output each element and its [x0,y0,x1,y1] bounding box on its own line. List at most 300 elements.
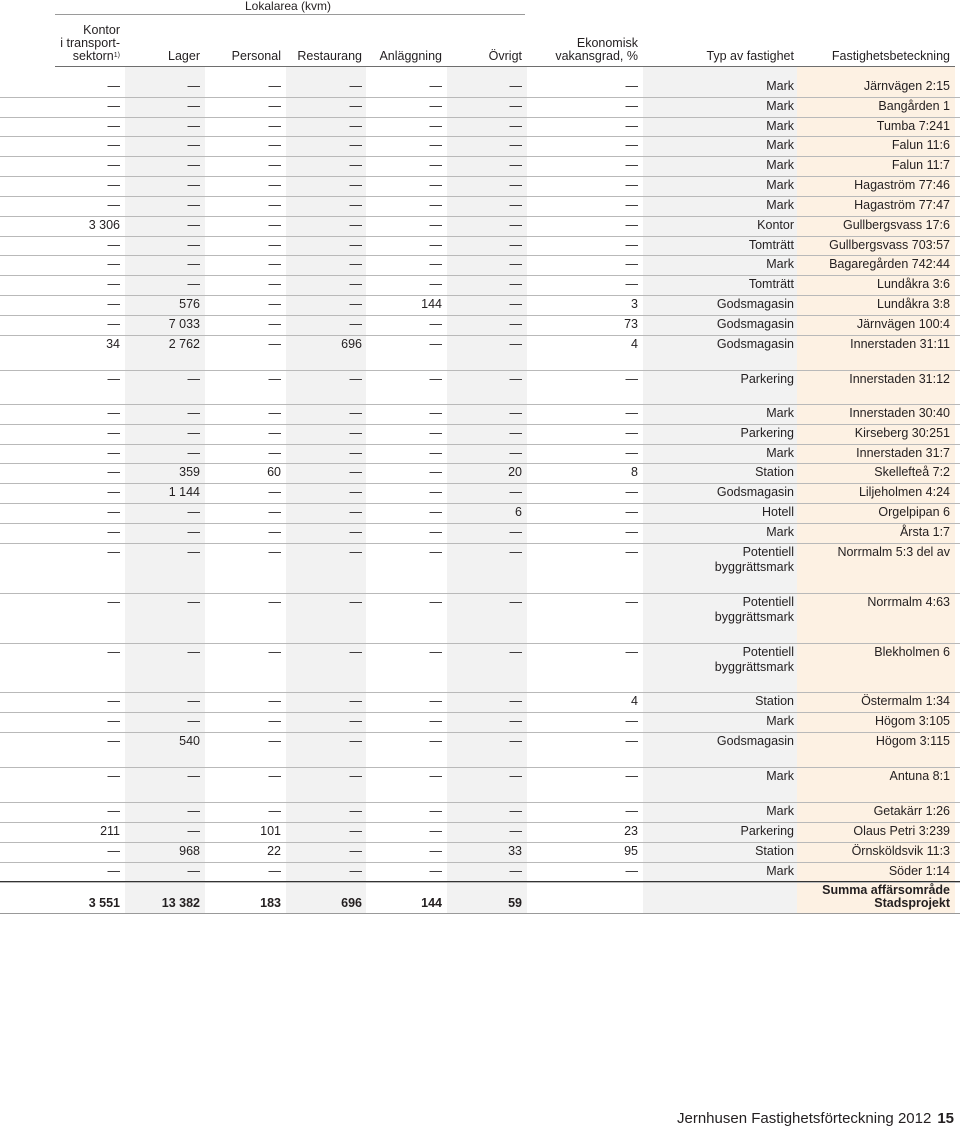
table-cell: — [187,694,200,708]
table-cell: — [187,446,200,460]
table-cell: — [268,485,281,499]
table-cell: — [625,525,638,539]
table-cell: — [429,178,442,192]
property-type: Hotell [762,505,794,519]
table-cell: — [107,317,120,331]
table-cell: — [429,119,442,133]
table-cell: — [509,277,522,291]
table-cell: — [187,545,200,559]
table-row [0,97,960,118]
table-cell: — [625,372,638,386]
table-cell: — [509,804,522,818]
table-cell: — [429,257,442,271]
property-type: Mark [766,406,794,420]
table-cell: — [349,138,362,152]
table-cell: — [107,238,120,252]
table-cell: — [429,734,442,748]
table-cell: 4 [631,694,638,708]
table-cell: — [268,277,281,291]
property-type: Station [755,465,794,479]
table-cell: — [187,595,200,609]
table-row [0,196,960,217]
table-row [0,543,960,594]
property-type: Potentiell byggrättsmark [714,545,794,574]
footnote-marker: 1) [113,52,120,59]
table-cell: — [107,595,120,609]
table-cell: — [625,257,638,271]
table-cell: — [429,79,442,93]
table-cell: — [268,317,281,331]
table-cell: — [625,178,638,192]
table-cell: — [349,864,362,878]
table-cell: — [107,79,120,93]
table-row [0,444,960,464]
table-cell: — [509,257,522,271]
table-cell: — [429,317,442,331]
table-cell: — [349,485,362,499]
table-cell: — [429,595,442,609]
table-row [0,176,960,197]
table-row [0,767,960,803]
table-cell: — [349,645,362,659]
table-cell: — [509,238,522,252]
property-type: Mark [766,79,794,93]
table-cell: — [625,406,638,420]
property-designation: Olaus Petri 3:239 [853,824,950,838]
table-cell: — [509,824,522,838]
table-cell: — [268,714,281,728]
table-cell: — [268,804,281,818]
table-cell: 540 [179,734,200,748]
table-cell: 20 [508,465,522,479]
table-cell: — [187,804,200,818]
table-cell: — [107,844,120,858]
total-cell: 13 382 [161,896,200,910]
table-row [0,463,960,484]
table-cell: — [349,446,362,460]
table-cell: — [429,864,442,878]
property-type: Mark [766,446,794,460]
property-type: Mark [766,257,794,271]
table-cell: — [429,138,442,152]
table-cell: 1 144 [168,485,200,499]
table-cell: — [429,545,442,559]
table-cell: — [187,277,200,291]
property-designation: Årsta 1:7 [899,525,950,539]
table-cell: 2 762 [168,337,200,351]
property-type: Mark [766,769,794,783]
group-divider [55,14,525,15]
table-cell: — [268,178,281,192]
table-cell: — [625,485,638,499]
table-cell: — [268,257,281,271]
table-row [0,643,960,693]
header-ovrigt: Övrigt [488,49,522,63]
table-cell: — [429,769,442,783]
table-cell: — [429,824,442,838]
table-row [0,862,960,883]
table-cell: — [509,595,522,609]
property-designation: Söder 1:14 [888,864,950,878]
property-designation: Kirseberg 30:251 [854,426,950,440]
table-cell: — [187,257,200,271]
table-cell: — [509,446,522,460]
table-cell: — [107,525,120,539]
table-cell: — [349,525,362,539]
table-cell: — [509,79,522,93]
property-type: Parkering [740,824,794,838]
property-designation: Antuna 8:1 [889,769,950,783]
table-cell: — [107,505,120,519]
property-designation: Falun 11:7 [891,158,950,172]
table-cell: — [187,99,200,113]
table-cell: — [509,864,522,878]
table-cell: 34 [106,337,120,351]
table-cell: — [509,138,522,152]
table-cell: — [268,138,281,152]
table-row [0,712,960,733]
table-cell: — [107,297,120,311]
table-cell: — [429,337,442,351]
table-cell: — [107,372,120,386]
table-cell: — [107,198,120,212]
property-type: Kontor [757,218,794,232]
table-row [0,156,960,177]
total-cell: 183 [260,896,281,910]
page-footer [677,1110,954,1127]
table-cell: — [187,525,200,539]
table-cell: — [107,645,120,659]
header-divider [55,66,955,67]
table-row [0,593,960,644]
table-cell: — [107,178,120,192]
table-cell: 4 [631,337,638,351]
table-cell: — [625,714,638,728]
table-cell: — [187,824,200,838]
table-cell: — [349,257,362,271]
table-cell: 23 [624,824,638,838]
table-cell: — [349,372,362,386]
table-cell: — [268,79,281,93]
table-cell: — [268,595,281,609]
table-cell: — [268,545,281,559]
table-cell: — [349,426,362,440]
table-cell: — [429,406,442,420]
table-cell: — [268,406,281,420]
table-cell: — [509,158,522,172]
header-kontor: Kontor i transport- sektorn$^{1)}$ [60,23,120,63]
property-designation: Hagaström 77:47 [854,198,950,212]
table-cell: — [625,769,638,783]
property-designation: Innerstaden 31:7 [856,446,950,460]
table-cell: — [187,238,200,252]
table-cell: — [268,734,281,748]
property-type: Mark [766,119,794,133]
table-cell: 6 [515,505,522,519]
table-cell: — [268,694,281,708]
property-designation: Gullbergsvass 703:57 [829,238,950,252]
table-cell: — [187,645,200,659]
table-cell: — [349,119,362,133]
table-cell: — [625,804,638,818]
table-cell: — [187,864,200,878]
footer-title: Jernhusen Fastighetsförteckning 2012 [676,1110,932,1127]
table-cell: — [107,138,120,152]
header-typ: Typ av fastighet [706,49,794,63]
total-label: Summa affärsområde Stadsprojekt [822,883,950,910]
table-cell: — [107,119,120,133]
table-cell: — [625,158,638,172]
table-cell: — [349,734,362,748]
table-cell: — [429,158,442,172]
table-cell: — [429,238,442,252]
table-cell: — [187,198,200,212]
table-cell: — [625,218,638,232]
table-cell: 3 306 [88,218,120,232]
property-type: Parkering [740,372,794,386]
table-cell: — [349,317,362,331]
property-type: Mark [766,804,794,818]
table-row [0,136,960,157]
table-cell: — [509,525,522,539]
property-designation: Getakärr 1:26 [873,804,950,818]
table-cell: — [509,714,522,728]
table-cell: — [268,372,281,386]
table-cell: — [349,178,362,192]
table-cell: — [268,525,281,539]
table-cell: — [625,198,638,212]
table-cell: — [509,317,522,331]
table-cell: 968 [179,844,200,858]
property-type: Parkering [740,426,794,440]
table-row [0,236,960,256]
table-cell: — [429,694,442,708]
table-row [0,255,960,276]
table-cell: — [429,505,442,519]
property-type: Mark [766,198,794,212]
property-type: Godsmagasin [716,297,794,311]
table-cell: 359 [179,465,200,479]
table-cell: — [187,178,200,192]
table-cell: — [107,694,120,708]
table-row [0,216,960,237]
table-cell: — [268,446,281,460]
table-cell: — [429,844,442,858]
table-cell: 3 [631,297,638,311]
table-cell: — [429,446,442,460]
property-designation: Högom 3:115 [875,734,950,748]
table-cell: 696 [341,337,362,351]
table-cell: — [349,694,362,708]
table-cell: — [187,79,200,93]
table-cell: — [429,485,442,499]
table-cell: — [349,238,362,252]
table-cell: — [268,505,281,519]
table-cell: — [429,372,442,386]
property-designation: Innerstaden 30:40 [849,406,950,420]
table-cell: — [349,79,362,93]
table-cell: 73 [624,317,638,331]
table-cell: — [268,238,281,252]
table-cell: — [349,218,362,232]
table-cell: — [509,297,522,311]
table-cell: — [107,277,120,291]
property-type: Tomträtt [748,277,794,291]
property-designation: Lundåkra 3:8 [877,297,950,311]
table-row [0,335,960,371]
table-row [0,370,960,405]
table-cell: — [429,525,442,539]
property-designation: Örnsköldsvik 11:3 [851,844,950,858]
table-cell: 211 [100,824,120,838]
table-cell: — [268,99,281,113]
table-cell: 576 [179,297,200,311]
property-type: Godsmagasin [716,337,794,351]
page-number: 15 [937,1110,954,1127]
table-row [0,404,960,425]
table-cell: — [509,645,522,659]
table-cell: — [509,406,522,420]
table-cell: — [625,238,638,252]
total-cell: 59 [508,896,522,910]
table-cell: — [429,645,442,659]
table-cell: — [509,694,522,708]
property-type: Mark [766,864,794,878]
table-cell: — [349,844,362,858]
header-vakansgrad: Ekonomisk vakansgrad, % [555,36,638,63]
table-row [0,822,960,843]
table-row [0,692,960,713]
table-cell: — [187,714,200,728]
table-cell: — [429,218,442,232]
group-label-lokalarea: Lokalarea (kvm) [245,0,332,13]
table-cell: — [187,218,200,232]
table-cell: — [625,545,638,559]
table-row [0,424,960,445]
table-cell: 101 [260,824,281,838]
property-type: Mark [766,525,794,539]
total-cell: 696 [341,896,362,910]
table-cell: — [429,198,442,212]
header-beteckning: Fastighetsbeteckning [831,49,950,63]
table-cell: — [349,465,362,479]
property-designation: Falun 11:6 [891,138,950,152]
property-designation: Orgelpipan 6 [878,505,950,519]
property-type: Godsmagasin [716,734,794,748]
table-cell: — [268,198,281,212]
property-type: Godsmagasin [716,485,794,499]
table-cell: — [625,79,638,93]
table-row [0,295,960,316]
property-type: Potentiell byggrättsmark [714,645,794,674]
table-row [0,315,960,336]
total-cell: 144 [421,896,442,910]
table-cell: — [509,218,522,232]
table-cell: — [429,426,442,440]
table-cell: — [349,769,362,783]
table-cell: 95 [624,844,638,858]
table-row [0,523,960,544]
table-cell: — [509,545,522,559]
property-designation: Gullbergsvass 17:6 [842,218,950,232]
total-row [0,881,960,914]
table-cell: — [187,505,200,519]
table-cell: — [349,158,362,172]
table-row [0,117,960,137]
table-row [0,503,960,524]
table-cell: — [187,372,200,386]
table-cell: — [268,426,281,440]
table-cell: — [349,505,362,519]
table-cell: — [349,277,362,291]
table-cell: — [107,99,120,113]
table-cell: — [349,804,362,818]
table-cell: — [268,337,281,351]
table-cell: — [268,297,281,311]
property-designation: Järnvägen 2:15 [863,79,950,93]
property-designation: Innerstaden 31:11 [850,337,950,351]
table-cell: — [349,714,362,728]
table-cell: — [268,645,281,659]
property-designation: Norrmalm 5:3 del av [837,545,950,559]
property-type: Mark [766,138,794,152]
table-cell: — [349,824,362,838]
table-cell: — [107,714,120,728]
table-cell: — [509,734,522,748]
header-restaurang: Restaurang [297,49,362,63]
property-type: Mark [766,178,794,192]
table-cell: — [107,485,120,499]
property-type: Mark [766,99,794,113]
header-personal: Personal [231,49,281,63]
property-designation: Lundåkra 3:6 [877,277,950,291]
table-cell: — [268,119,281,133]
property-designation: Tumba 7:241 [876,119,950,133]
table-cell: — [187,119,200,133]
table-cell: — [268,218,281,232]
table-cell: — [625,119,638,133]
table-cell: — [625,595,638,609]
table-cell: — [625,645,638,659]
table-cell: 8 [631,465,638,479]
table-cell: — [107,446,120,460]
table-cell: — [509,198,522,212]
table-cell: — [107,769,120,783]
table-cell: — [187,158,200,172]
property-type: Mark [766,714,794,728]
table-cell: — [187,769,200,783]
property-designation: Liljeholmen 4:24 [858,485,950,499]
table-row [0,483,960,504]
property-designation: Hagaström 77:46 [854,178,950,192]
property-type: Station [755,694,794,708]
table-cell: — [429,804,442,818]
property-designation: Innerstaden 31:12 [849,372,950,386]
property-type: Tomträtt [748,238,794,252]
table-cell: 60 [267,465,281,479]
table-cell: 7 033 [168,317,200,331]
table-cell: — [509,119,522,133]
table-cell: — [349,198,362,212]
table-cell: — [429,465,442,479]
property-designation: Högom 3:105 [874,714,950,728]
table-row [0,77,960,98]
table-cell: — [625,277,638,291]
table-cell: — [349,595,362,609]
table-cell: — [107,158,120,172]
table-cell: — [625,734,638,748]
table-cell: — [107,465,120,479]
